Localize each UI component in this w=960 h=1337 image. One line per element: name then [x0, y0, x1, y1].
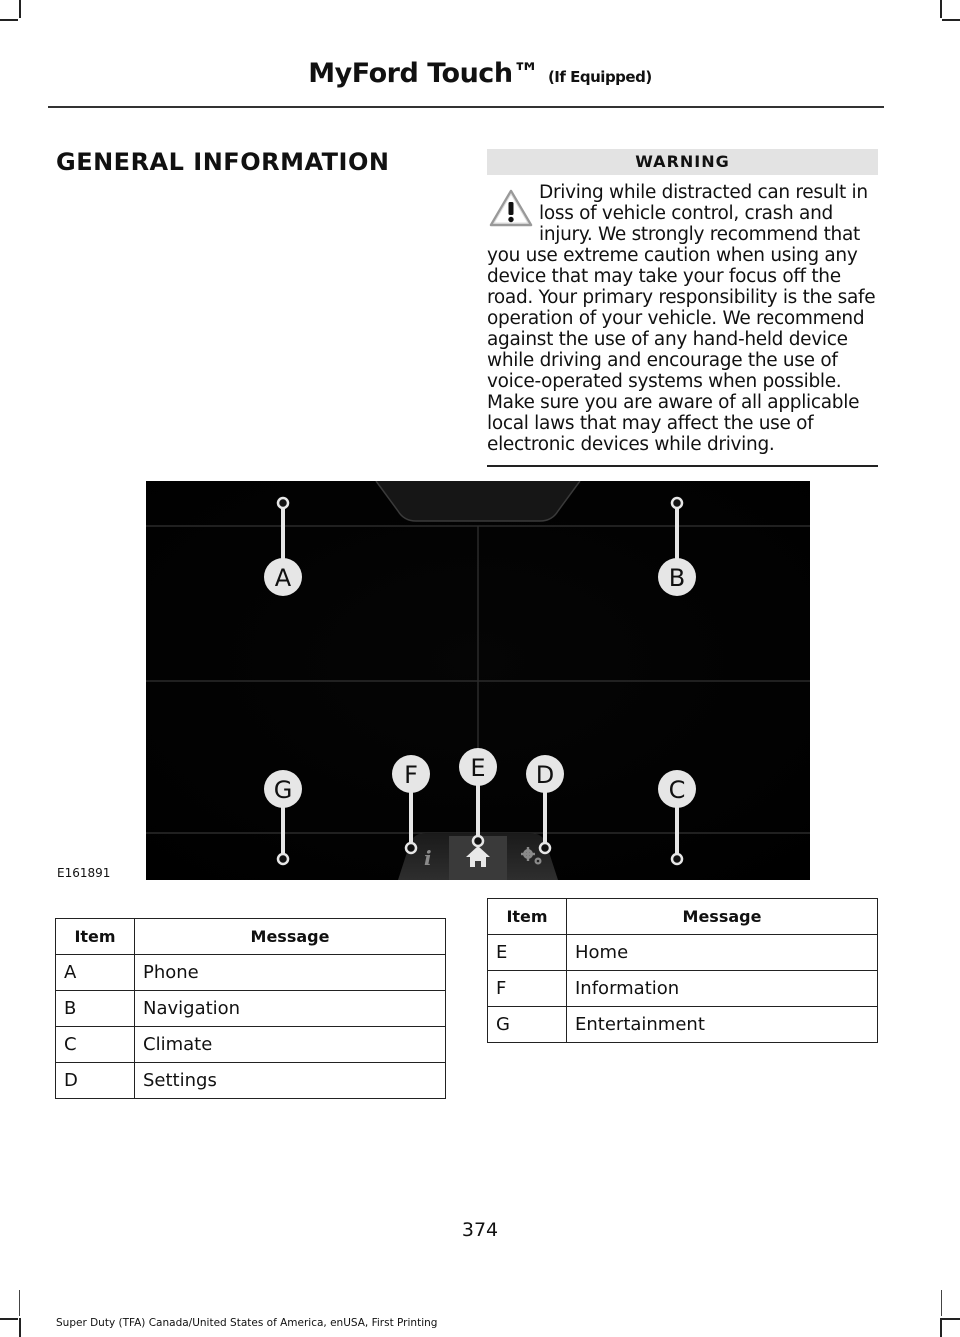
- table-row: [56, 1027, 446, 1063]
- table-row: [488, 971, 878, 1007]
- callout-a: A: [274, 564, 292, 592]
- item-cell: D: [56, 1063, 135, 1099]
- crop-mark: [940, 1318, 942, 1337]
- crop-mark: [0, 1318, 18, 1320]
- table-row: [488, 1007, 878, 1043]
- page-number: 374: [461, 1219, 499, 1241]
- message-cell: Information: [567, 971, 878, 1007]
- crop-mark: [19, 0, 21, 18]
- crop-mark: [939, 1290, 942, 1316]
- header-rule: [48, 106, 884, 108]
- crop-mark: [942, 19, 960, 21]
- table-row: [488, 935, 878, 971]
- crop-mark: [19, 1318, 21, 1337]
- crop-mark: [19, 1290, 22, 1316]
- column-header-message: Message: [567, 899, 878, 935]
- table-row: [56, 991, 446, 1027]
- column-header-item: Item: [488, 899, 567, 935]
- info-icon: i: [424, 846, 432, 870]
- callout-c: C: [668, 776, 686, 804]
- column-header-item: Item: [56, 919, 135, 955]
- column-header-message: Message: [135, 919, 446, 955]
- figure-code: E161891: [57, 866, 111, 880]
- callout-e: E: [470, 754, 486, 782]
- callout-g: G: [273, 776, 293, 804]
- warning-rule: [487, 465, 878, 467]
- callout-f: F: [404, 761, 418, 789]
- message-cell: Settings: [135, 1063, 446, 1099]
- page-header-title: [0, 58, 960, 89]
- top-notch: [376, 481, 580, 521]
- section-title: GENERAL INFORMATION: [56, 148, 390, 176]
- item-cell: F: [488, 971, 567, 1007]
- message-cell: Phone: [135, 955, 446, 991]
- item-cell: B: [56, 991, 135, 1027]
- message-cell: Home: [567, 935, 878, 971]
- crop-mark: [940, 0, 942, 18]
- warning-text: Driving while distracted can result in loss of vehicle control, crash and injury. We strongly recommend that you use extreme caution when using any device that may take your focus off the road. Your primary responsibility is the safe operation of your vehicle. We recommend against the use of any hand-held device while driving and encourage the use of voice-operated systems when possible. Make sure you are aware of all applicable local laws that may affect the use of electronic devices while driving.: [487, 182, 876, 455]
- message-cell: Entertainment: [567, 1007, 878, 1043]
- item-cell: E: [488, 935, 567, 971]
- crop-mark: [942, 1318, 960, 1320]
- header-title: MyFord Touch™: [308, 58, 540, 89]
- message-cell: Navigation: [135, 991, 446, 1027]
- callout-b: B: [668, 564, 686, 592]
- legend-table-right: [487, 898, 878, 1043]
- table-row: [56, 955, 446, 991]
- footer-text: Super Duty (TFA) Canada/United States of America, enUSA, First Printing: [56, 1317, 438, 1329]
- item-cell: A: [56, 955, 135, 991]
- callout-d: D: [535, 761, 555, 789]
- table-row: [56, 1063, 446, 1099]
- touchscreen-figure: [146, 481, 810, 880]
- item-cell: G: [488, 1007, 567, 1043]
- legend-table-left: [55, 918, 446, 1099]
- item-cell: C: [56, 1027, 135, 1063]
- header-subtitle: (If Equipped): [547, 68, 652, 86]
- message-cell: Climate: [135, 1027, 446, 1063]
- crop-mark: [0, 19, 18, 21]
- warning-heading: WARNING: [487, 149, 878, 175]
